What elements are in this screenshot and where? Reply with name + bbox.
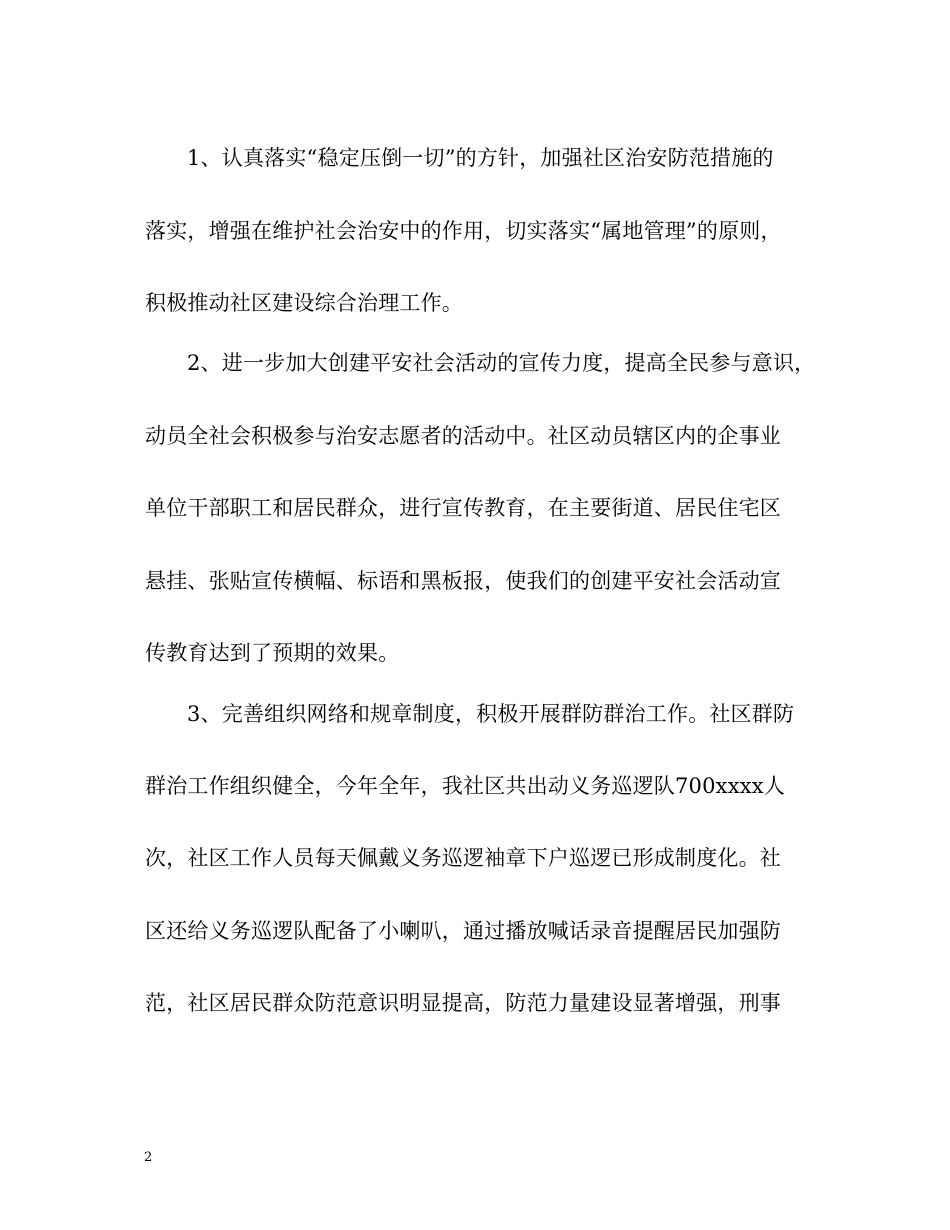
- paragraph-1-line-2: 落实，增强在维护社会治安中的作用，切实落实“属地管理”的原则，: [145, 219, 782, 243]
- paragraph-2-line-3: 单位干部职工和居民群众，进行宣传教育，在主要街道、居民住宅区: [145, 496, 781, 520]
- paragraph-3-line-4: 区还给义务巡逻队配备了小喇叭，通过播放喊话录音提醒居民加强防: [145, 919, 781, 943]
- paragraph-3-line-1: 3、完善组织网络和规章制度，积极开展群防群治工作。社区群防: [187, 702, 795, 726]
- paragraph-2-line-2: 动员全社会积极参与治安志愿者的活动中。社区动员辖区内的企事业: [145, 424, 781, 448]
- paragraph-3-line-5: 范，社区居民群众防范意识明显提高，防范力量建设显著增强，刑事: [145, 991, 781, 1015]
- paragraph-1-line-3: 积极推动社区建设综合治理工作。: [145, 291, 463, 315]
- paragraph-1-line-1: 1、认真落实“稳定压倒一切”的方针，加强社区治安防范措施的: [187, 146, 774, 170]
- page-number: 2: [144, 1150, 153, 1165]
- paragraph-2-line-4: 悬挂、张贴宣传横幅、标语和黑板报，使我们的创建平安社会活动宣: [145, 569, 781, 593]
- paragraph-3-line-2: 群治工作组织健全，今年全年，我社区共出动义务巡逻队700xxxx人: [145, 774, 786, 798]
- paragraph-3-line-3: 次，社区工作人员每天佩戴义务巡逻袖章下户巡逻已形成制度化。社: [145, 846, 781, 870]
- paragraph-2-line-5: 传教育达到了预期的效果。: [145, 641, 400, 665]
- paragraph-2-line-1: 2、进一步加大创建平安社会活动的宣传力度，提高全民参与意识，: [187, 351, 816, 375]
